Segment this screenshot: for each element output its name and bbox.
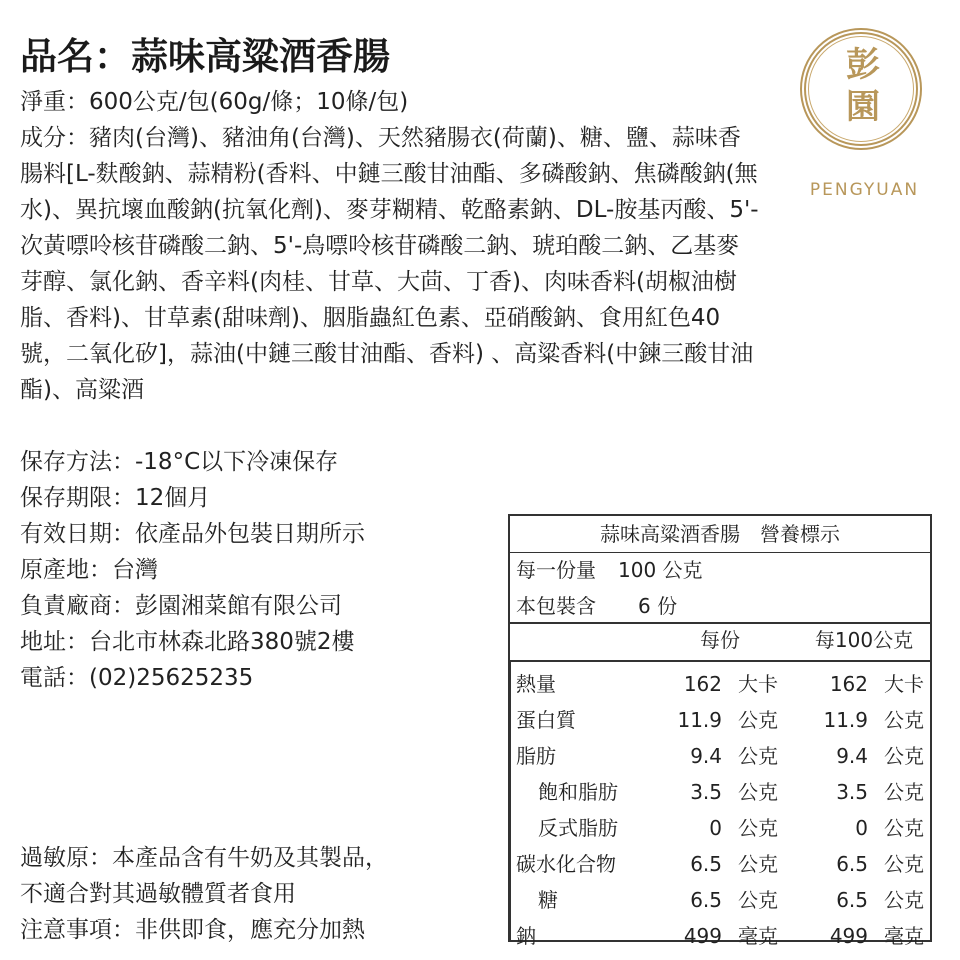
per-serving-value: 0: [709, 816, 722, 840]
per-100g-value: 11.9: [823, 708, 868, 732]
per-100g-value: 3.5: [836, 780, 868, 804]
per-serving-value: 3.5: [690, 780, 722, 804]
per-serving-unit: 毫克: [738, 924, 778, 948]
per-serving-value: 6.5: [690, 888, 722, 912]
per-serving-unit: 公克: [738, 708, 778, 732]
per-100g-unit: 公克: [884, 888, 924, 912]
product-info: [20, 84, 760, 408]
nutrient-name: 熱量: [516, 672, 556, 696]
per-100g-unit: 公克: [884, 816, 924, 840]
nutrient-name: 反式脂肪: [538, 816, 618, 840]
per-serving-value: 499: [683, 924, 722, 948]
per-100g-unit: 大卡: [884, 672, 924, 696]
nutrient-row: [510, 846, 930, 882]
per-serving-value: 162: [683, 672, 722, 696]
per-100g-unit: 公克: [884, 852, 924, 876]
allergen-line-1: 過敏原：本產品含有牛奶及其製品，: [20, 845, 388, 871]
product-details: [20, 444, 500, 696]
allergen-line-2: 不適合對其過敏體質者食用: [20, 881, 296, 907]
per-100g-unit: 毫克: [884, 924, 924, 948]
per-100g-value: 162: [829, 672, 868, 696]
serving-size-value: 100 公克: [618, 558, 703, 582]
caution-line: 注意事項：非供即食，應充分加熱: [20, 917, 365, 943]
nutrient-name: 蛋白質: [516, 708, 576, 732]
nutrient-row: [510, 882, 930, 918]
per-100g-unit: 公克: [884, 708, 924, 732]
servings-per-pack-label: 本包裝含: [516, 594, 596, 618]
nutrient-name: 糖: [538, 888, 558, 912]
divider: [510, 660, 930, 662]
per-100g-unit: 公克: [884, 744, 924, 768]
per-100g-value: 6.5: [836, 888, 868, 912]
per-serving-unit: 公克: [738, 888, 778, 912]
nutrition-heading: 蒜味高粱酒香腸 營養標示: [600, 522, 840, 546]
phone: 電話：(02)25625235: [20, 665, 254, 691]
serving-size-label: 每一份量: [516, 558, 596, 582]
manufacturer: 負責廠商：彭園湘菜館有限公司: [20, 593, 342, 619]
net-weight: 淨重：600公克/包(60g/條；10條/包): [20, 89, 409, 115]
per-100g-value: 499: [829, 924, 868, 948]
per-serving-unit: 公克: [738, 780, 778, 804]
per-100g-unit: 公克: [884, 780, 924, 804]
pengyuan-logo: [792, 20, 942, 210]
servings-per-pack-row: [510, 588, 930, 624]
nutrient-row: [510, 810, 930, 846]
servings-per-pack-value: 6 份: [638, 594, 678, 618]
origin: 原產地：台灣: [20, 557, 158, 583]
expiry-date: 有效日期：依產品外包裝日期所示: [20, 521, 365, 547]
per-serving-value: 6.5: [690, 852, 722, 876]
per-100g-value: 9.4: [836, 744, 868, 768]
nutrient-row: [510, 918, 930, 954]
per-100g-value: 6.5: [836, 852, 868, 876]
per-serving-unit: 大卡: [738, 672, 778, 696]
nutrient-row: [510, 702, 930, 738]
per-serving-unit: 公克: [738, 816, 778, 840]
serving-size-row: [510, 552, 930, 588]
allergen-notes: [20, 840, 500, 948]
nutrition-table: [508, 514, 932, 948]
address: 地址：台北市林森北路380號2樓: [20, 629, 355, 655]
nutrition-heading-row: [510, 516, 930, 552]
per-serving-unit: 公克: [738, 852, 778, 876]
logo-glyph-bottom: 園: [846, 87, 880, 127]
nutrient-row: [510, 738, 930, 774]
ingredients: 成分：豬肉(台灣)、豬油角(台灣)、天然豬腸衣(荷蘭)、糖、鹽、蒜味香腸料[L-麩酸鈉、蒜精粉(香料、中鏈三酸甘油酯、多磷酸鈉、焦磷酸鈉(無水)、異抗壞血酸鈉(抗氧化劑)、麥芽糊精、乾酪素鈉、DL-胺基丙酸、5'-次黃嘌呤核苷磷酸二鈉、5'-鳥嘌呤核苷磷酸二鈉、琥珀酸二鈉、乙基麥芽醇、氯化鈉、香辛料(肉桂、甘草、大茴、丁香)、肉味香料(胡椒油樹脂、香料)、甘草素(甜味劑)、胭脂蟲紅色素、亞硝酸鈉、食用紅色40號，二氧化矽]，蒜油(中鏈三酸甘油酯、香料) 、高粱香料(中鍊三酸甘油酯)、高粱酒: [20, 125, 759, 403]
logo-brand-name: PENGYUAN: [809, 180, 920, 200]
per-serving-value: 11.9: [677, 708, 722, 732]
nutrient-name: 碳水化合物: [516, 852, 616, 876]
nutrient-name: 鈉: [516, 924, 536, 948]
column-header-row: [510, 622, 930, 658]
per-serving-value: 9.4: [690, 744, 722, 768]
logo-glyphs: [820, 44, 906, 128]
per-100g-value: 0: [855, 816, 868, 840]
per-serving-unit: 公克: [738, 744, 778, 768]
product-title: 品名：蒜味高粱酒香腸: [20, 35, 390, 78]
logo-glyph-top: 彭: [846, 45, 880, 85]
storage-method: 保存方法：-18°C以下冷凍保存: [20, 449, 339, 475]
col-per-100g: 每100公克: [814, 628, 914, 652]
shelf-life: 保存期限：12個月: [20, 485, 211, 511]
nutrient-row: [510, 666, 930, 702]
nutrient-row: [510, 774, 930, 810]
col-per-serving: 每份: [700, 628, 740, 652]
nutrient-name: 飽和脂肪: [538, 780, 618, 804]
nutrient-name: 脂肪: [516, 744, 556, 768]
